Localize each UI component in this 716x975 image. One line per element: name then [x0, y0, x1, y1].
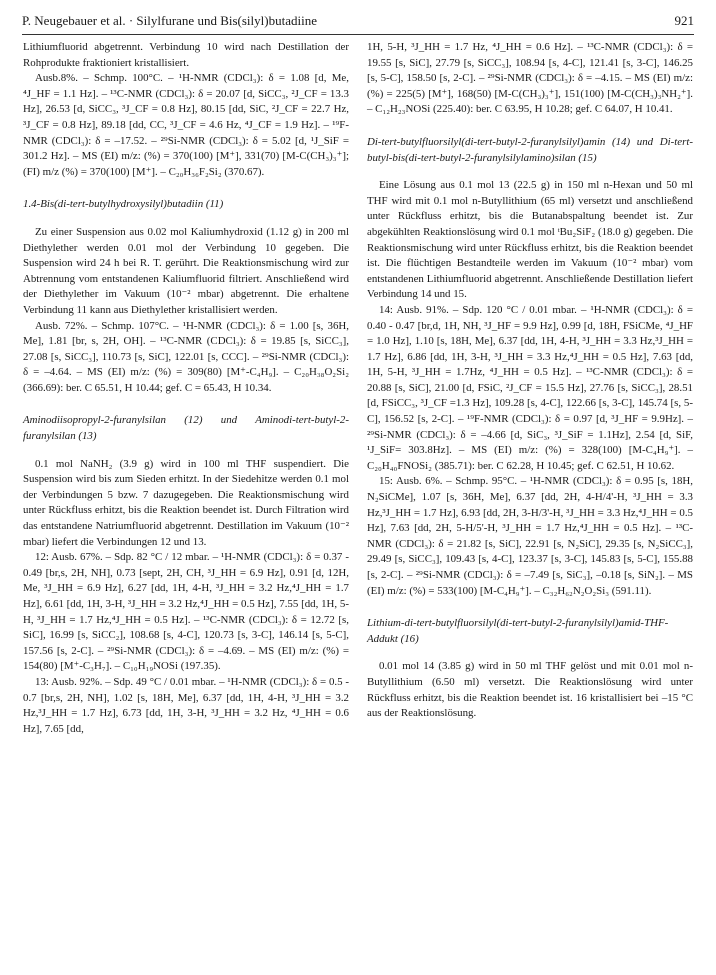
- paragraph: 0.1 mol NaNH₂ (3.9 g) wird in 100 ml THF suspendiert. Die Suspension wird bis zum Sieden erhitzt. In der Siedehitze werden 0.1 mol der Verbindungen 5 bzw. 7 dazugegeben. Die Reaktionsmischung wird unter Rückfluss erhitzt, bis die Reaktion beendet ist. Durch Filtration wird das entstandene Natriumfluorid abgetrennt. Destillation im Vakuum (10⁻² mbar) liefert die Verbindungen 12 und 13.: [23, 457, 349, 548]
- paragraph: 12: Ausb. 67%. – Sdp. 82 °C / 12 mbar. – ¹H-NMR (CDCl₃): δ = 0.37 - 0.49 [br,s, 2H, NH], 0.73 [sept, 2H, CH, ³J_HH = 6.9 Hz], 0.91 [d, 12H, Me, ³J_HH = 6.9 Hz], 6.27 [dd, 1H, 4-H, ³J_HH = 3.2 Hz,⁴J_HH = 1.7 Hz], 6.61 [dd, 1H, 3-H, ³J_HH = 3.2 Hz,⁴J_HH = 0.5 Hz], 7.55 [dd, 1H, 5-H, ³J_HH = 1.7 Hz,⁴J_HH = 0.5 Hz]. – ¹³C-NMR (CDCl₃): δ = 12.72 [s, SiC], 16.99 [s, SiCC₂], 108.68 [s, 4-C], 120.73 [s, 3-C], 146.14 [s, 5-C], 157.56 [s, 2-C]. – ²⁹Si-NMR (CDCl₃): δ = –4.69. – MS (EI) m/z: (%) = 154(80) [M⁺-C₃H₇]. – C₁₀H₁₉NOSi (197.35).: [23, 551, 349, 673]
- paragraph: Eine Lösung aus 0.1 mol 13 (22.5 g) in 150 ml n-Hexan und 50 ml THF wird mit 0.1 mol n-Butyllithium (65 ml) versetzt und anschließend unter Rückfluss erhitzt, bis die Butanabspaltung beendet ist. Zur abgekühlten Reaktionslösung wird 0.1 mol ᵗBu₂SiF₂ (18.0 g) gegeben. Die Reaktionsmischung wird unter Rückfluss erhitzt, bis die Reaktion beendet ist. Die flüchtigen Bestandteile werden im Vakuum (10⁻² mbar) vom entstandenen Lithiumfluorid abgetrennt. Anschließende Destillation liefert Verbindung 14 und 15.: [367, 179, 693, 301]
- section-heading: Aminodiisopropyl-2-furanylsilan (12) und Aminodi-tert-butyl-2-furanylsilan (13): [23, 414, 349, 443]
- paragraph: 15: Ausb. 6%. – Schmp. 95°C. – ¹H-NMR (CDCl₃): δ = 0.95 [s, 18H, N₂SiCMe], 1.07 [s, 36H, Me], 6.37 [dd, 2H, 4-H/4'-H, ³J_HH = 3.3 Hz,³J_HH = 1.7 Hz], 6.93 [dd, 2H, 3-H/3'-H, ³J_HH = 3.3 Hz,⁴J_HH = 0.5 Hz], 7.63 [dd, 2H, 5-H/5'-H, ³J_HH = 1.7 Hz,⁴J_HH = 0.5 Hz]. – ¹³C-NMR (CDCl₃): δ = 21.82 [s, SiC], 22.91 [s, N₂SiC], 29.35 [s, N₂SiCC₃], 29.49 [s, SiCC₃], 109.43 [s, 4-C], 123.37 [s, 3-C], 145.83 [s, 5-C], 155.88 [s, 2-C]. – ²⁹Si-NMR (CDCl₃): δ = –7.49 [s, SiC₃], –0.18 [s, SiN₂]. – MS (EI) m/z: (%) = 533(100) [M-C₄H₉⁺]. – C₃₂H₆₂N₂O₂Si₃ (591.11).: [367, 475, 693, 597]
- paragraph: Ausb.8%. – Schmp. 100°C. – ¹H-NMR (CDCl₃): δ = 1.08 [d, Me, ⁴J_HF = 1.1 Hz]. – ¹³C-NMR (CDCl₃): δ = 20.07 [d, SiCC₃, ²J_CF = 13.3 Hz], 26.53 [d, SiCC₃, ³J_CF = 0.8 Hz], 80.15 [dd, SiC, ²J_CF = 22.7 Hz, ³J_CF = 0.8 Hz], 89.18 [dd, CC, ³J_CF = 4.6 Hz, ⁴J_CF = 1.9 Hz]. – ¹⁹F-NMR (CDCl₃): δ = –17.52. – ²⁹Si-NMR (CDCl₃): δ = 5.02 [d, ¹J_SiF = 301.2 Hz]. – MS (EI) m/z: (%) = 370(100) [M⁺], 331(70) [M-C(CH₃)₃⁺]; (FI) m/z (%) = 370(100) [M⁺]. – C₂₀H₃₆F₂Si₂ (370.67).: [23, 72, 349, 178]
- left-column: [23, 40, 349, 737]
- paragraph: 0.01 mol 14 (3.85 g) wird in 50 ml THF gelöst und mit 0.01 mol n-Butyllithium (6.50 ml) versetzt. Die Reaktionslösung wird unter Rückfluss erhitzt, bis die Reaktion beendet ist. 16 kristallisiert bei –15 °C aus der Reaktionslösung.: [367, 660, 693, 720]
- running-header: [22, 10, 694, 35]
- paragraph: 1H, 5-H, ³J_HH = 1.7 Hz, ⁴J_HH = 0.6 Hz]. – ¹³C-NMR (CDCl₃): δ = 19.55 [s, SiC], 27.79 [s, SiCC₃], 108.94 [s, 4-C], 121.41 [s, 3-C], 146.25 [s, 5-C], 158.50 [s, 2-C]. – ²⁹Si-NMR (CDCl₃): δ = –4.15. – MS (EI) m/z: (%) = 225(5) [M⁺], 168(50) [M-C(CH₃)₃⁺], 151(100) [M-C(CH₃)₃NH₂⁺]. – C₁₂H₂₃NOSi (225.40): ber. C 63.95, H 10.28; gef. C 64.07, H 10.41.: [367, 41, 693, 116]
- paragraph: 13: Ausb. 92%. – Sdp. 49 °C / 0.01 mbar. – ¹H-NMR (CDCl₃): δ = 0.5 - 0.7 [br,s, 2H, NH], 1.02 [s, 18H, Me], 6.37 [dd, 1H, 4-H, ³J_HH = 3.2 Hz,³J_HH = 1.7 Hz], 6.73 [dd, 1H, 3-H, ³J_HH = 3.2 Hz, ⁴J_HH = 0.6 Hz], 7.65 [dd,: [23, 675, 349, 735]
- section-heading: 1.4-Bis(di-tert-butylhydroxysilyl)butadiin (11): [23, 198, 224, 211]
- page-number: 921: [674, 13, 694, 28]
- section-heading: Lithium-di-tert-butylfluorsilyl(di-tert-butyl-2-furanylsilyl)amid-THF-Addukt (16): [367, 617, 669, 645]
- paragraph: 14: Ausb. 91%. – Sdp. 120 °C / 0.01 mbar. – ¹H-NMR (CDCl₃): δ = 0.40 - 0.47 [br,d, 1H, NH, ³J_HF = 9.9 Hz], 0.99 [d, 18H, FSiCMe, ⁴J_HF = 1.0 Hz], 1.10 [s, 18H, Me], 6.37 [dd, 1H, 4-H, ³J_HH = 3.3 Hz,³J_HH = 1.7 Hz], 6.86 [dd, 1H, 3-H, ³J_HH = 3.3 Hz,⁴J_HH = 0.5 Hz], 7.63 [dd, 1H, 5-H, ³J_HH = 1.7Hz, ⁴J_HH = 0.5 Hz]. – ¹³C-NMR (CDCl₃): δ = 20.88 [s, SiC], 21.00 [d, FSiC, ²J_CF = 15.5 Hz], 27.76 [s, SiCC₃], 28.51 [d, FSiCC₃, ³J_CF =1.3 Hz], 109.28 [s, 4-C], 122.66 [s, 3-C], 145.74 [s, 5-C], 156.52 [s, 2-C]. – ¹⁹F-NMR (CDCl₃): δ = 0.97 [d, ³J_HF = 9.9Hz]. – ²⁹Si-NMR (CDCl₃): δ = –4.66 [d, SiC₃, ³J_SiF = 1.1Hz], 2.54 [d, SiF, ¹J_SiF= 303.8Hz]. – MS (EI) m/z: (%) = 328(100) [M-C₄H₉⁺]. – C₂₀H₄₀FNOSi₂ (385.71): ber. C 62.28, H 10.45; gef. C 62.51, H 10.62.: [367, 303, 693, 472]
- right-column: [367, 40, 693, 722]
- running-title: P. Neugebauer et al. · Silylfurane und Bis(silyl)butadiine: [22, 13, 317, 28]
- paragraph: Lithiumfluorid abgetrennt. Verbindung 10 wird nach Destillation der Rohprodukte fraktioniert kristallisiert.: [23, 41, 349, 69]
- paragraph: Zu einer Suspension aus 0.02 mol Kaliumhydroxid (1.12 g) in 200 ml Diethylether werden 0.01 mol der Verbindung 10 gegeben. Die Suspension wird 24 h bei R. T. gerührt. Die Reaktionsmischung wird zur Abtrennung vom entstandenen Kaliumfluorid filtriert. Anschließend wird der Diethylether im Vakuum (10⁻² mbar) abgetrennt. Die erhaltene Verbindung 11 kann aus Diethylether kristallisiert werden.: [23, 225, 349, 316]
- section-heading: Di-tert-butylfluorsilyl(di-tert-butyl-2-furanylsilyl)amin (14) und Di-tert-butyl-bis(di-tert-butyl-2-furanylsilylamino)silan (15): [367, 135, 693, 164]
- paragraph: Ausb. 72%. – Schmp. 107°C. – ¹H-NMR (CDCl₃): δ = 1.00 [s, 36H, Me], 1.81 [br, s, 2H, OH]. – ¹³C-NMR (CDCl₃): δ = 19.85 [s, SiCC₃], 27.08 [s, SiCC₃], 110.73 [s, SiC], 122.01 [s, CCC]. – ²⁹Si-NMR (CDCl₃): δ = –4.64. – MS (EI) m/z: (%) = 309(80) [M⁺-C₄H₉]. – C₂₀H₃₈O₂Si₂ (366.69): ber. C 65.51, H 10.44; gef. C = 65.43, H 10.34.: [23, 319, 349, 394]
